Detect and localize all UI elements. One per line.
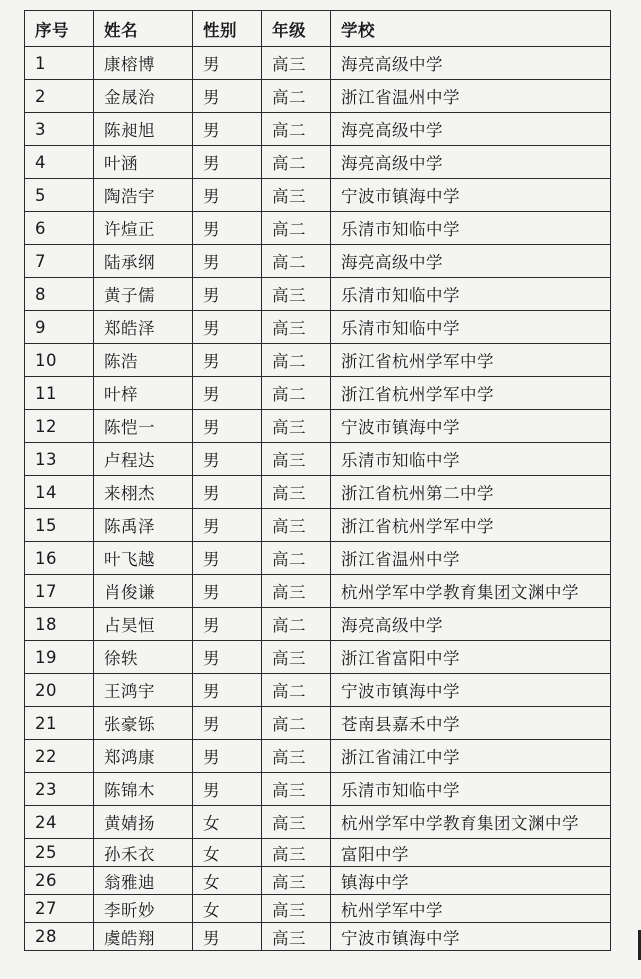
cell-grade: 高三 [262,179,331,212]
cell-school: 宁波市镇海中学 [331,179,611,212]
cell-gender: 男 [193,608,262,641]
cell-name: 郑皓泽 [94,311,193,344]
cell-grade: 高三 [262,641,331,674]
table-row [25,344,611,377]
table-row [25,608,611,641]
table-row [25,113,611,146]
cell-school: 浙江省杭州学军中学 [331,344,611,377]
cell-school: 海亮高级中学 [331,608,611,641]
table-row [25,377,611,410]
cell-name: 孙禾衣 [94,839,193,867]
cell-school: 杭州学军中学教育集团文渊中学 [331,575,611,608]
cell-number: 22 [25,740,94,773]
table-row [25,740,611,773]
cell-gender: 女 [193,839,262,867]
cell-name: 陈浩 [94,344,193,377]
table-row [25,707,611,740]
cell-name: 李昕妙 [94,895,193,923]
cell-gender: 男 [193,113,262,146]
header-name: 姓名 [94,11,193,47]
table-row [25,674,611,707]
cell-number: 4 [25,146,94,179]
cell-grade: 高二 [262,113,331,146]
table-row [25,80,611,113]
cell-school: 浙江省温州中学 [331,80,611,113]
cell-school: 乐清市知临中学 [331,311,611,344]
cell-school: 杭州学军中学教育集团文渊中学 [331,806,611,839]
cell-school: 浙江省杭州第二中学 [331,476,611,509]
cell-gender: 男 [193,80,262,113]
cell-number: 13 [25,443,94,476]
cell-gender: 男 [193,740,262,773]
cell-number: 8 [25,278,94,311]
cell-school: 浙江省富阳中学 [331,641,611,674]
cell-grade: 高三 [262,839,331,867]
cell-name: 陆承纲 [94,245,193,278]
cell-school: 乐清市知临中学 [331,443,611,476]
cell-school: 宁波市镇海中学 [331,674,611,707]
cell-gender: 男 [193,377,262,410]
table-row [25,179,611,212]
cell-grade: 高三 [262,509,331,542]
cell-grade: 高三 [262,773,331,806]
table-row [25,923,611,951]
cell-school: 海亮高级中学 [331,113,611,146]
cell-name: 黄子儒 [94,278,193,311]
cell-school: 宁波市镇海中学 [331,923,611,951]
cell-school: 海亮高级中学 [331,245,611,278]
cell-name: 张豪铄 [94,707,193,740]
cell-gender: 男 [193,674,262,707]
header-number: 序号 [25,11,94,47]
cell-name: 陈禹泽 [94,509,193,542]
table-row [25,806,611,839]
cell-name: 卢程达 [94,443,193,476]
cell-name: 肖俊谦 [94,575,193,608]
cell-number: 21 [25,707,94,740]
cell-gender: 男 [193,212,262,245]
cell-number: 23 [25,773,94,806]
cell-gender: 男 [193,344,262,377]
header-gender: 性别 [193,11,262,47]
table-row [25,641,611,674]
cell-number: 18 [25,608,94,641]
table-row [25,509,611,542]
table-row [25,443,611,476]
cell-number: 25 [25,839,94,867]
table-row [25,410,611,443]
cell-grade: 高二 [262,674,331,707]
cell-gender: 男 [193,707,262,740]
header-school: 学校 [331,11,611,47]
table-row [25,47,611,80]
cell-gender: 男 [193,575,262,608]
cell-name: 陈恺一 [94,410,193,443]
cell-name: 王鸿宇 [94,674,193,707]
cell-number: 26 [25,867,94,895]
cell-gender: 男 [193,773,262,806]
cell-name: 黄婧扬 [94,806,193,839]
table-row [25,575,611,608]
cell-gender: 男 [193,476,262,509]
table-row [25,773,611,806]
cell-grade: 高二 [262,245,331,278]
cell-school: 浙江省浦江中学 [331,740,611,773]
table-row [25,212,611,245]
cell-grade: 高三 [262,895,331,923]
cell-grade: 高二 [262,146,331,179]
cell-grade: 高二 [262,707,331,740]
cell-grade: 高三 [262,867,331,895]
cell-school: 杭州学军中学 [331,895,611,923]
cell-gender: 男 [193,245,262,278]
cell-name: 叶涵 [94,146,193,179]
cell-school: 乐清市知临中学 [331,212,611,245]
cell-number: 28 [25,923,94,951]
table-row [25,839,611,867]
cell-name: 陈锦木 [94,773,193,806]
cell-school: 乐清市知临中学 [331,773,611,806]
cell-school: 乐清市知临中学 [331,278,611,311]
table-row [25,867,611,895]
cell-grade: 高二 [262,377,331,410]
cell-name: 郑鸿康 [94,740,193,773]
cell-name: 康榕博 [94,47,193,80]
cell-gender: 男 [193,641,262,674]
cell-school: 海亮高级中学 [331,146,611,179]
cell-gender: 男 [193,443,262,476]
table-row [25,476,611,509]
cell-grade: 高三 [262,47,331,80]
cell-grade: 高三 [262,923,331,951]
cell-number: 15 [25,509,94,542]
cell-gender: 女 [193,806,262,839]
table-row [25,278,611,311]
cell-name: 翁雅迪 [94,867,193,895]
cell-gender: 女 [193,895,262,923]
table-body [25,47,611,951]
cell-grade: 高三 [262,740,331,773]
table-row [25,895,611,923]
cell-grade: 高二 [262,344,331,377]
cell-gender: 男 [193,410,262,443]
cell-number: 17 [25,575,94,608]
cell-school: 苍南县嘉禾中学 [331,707,611,740]
cell-number: 24 [25,806,94,839]
cell-gender: 男 [193,278,262,311]
header-grade: 年级 [262,11,331,47]
cell-number: 7 [25,245,94,278]
cell-gender: 男 [193,923,262,951]
cell-number: 12 [25,410,94,443]
cell-grade: 高二 [262,212,331,245]
cell-number: 5 [25,179,94,212]
cell-gender: 男 [193,146,262,179]
cell-grade: 高三 [262,311,331,344]
cell-number: 27 [25,895,94,923]
cell-grade: 高二 [262,80,331,113]
cell-school: 浙江省温州中学 [331,542,611,575]
cell-name: 徐轶 [94,641,193,674]
cell-number: 16 [25,542,94,575]
table-row [25,245,611,278]
table-row [25,542,611,575]
cell-name: 叶飞越 [94,542,193,575]
table-header-row [25,11,611,47]
cell-grade: 高二 [262,608,331,641]
cell-grade: 高三 [262,575,331,608]
cell-grade: 高三 [262,410,331,443]
cell-name: 虞皓翔 [94,923,193,951]
table-row [25,146,611,179]
cell-name: 陶浩宇 [94,179,193,212]
cell-gender: 男 [193,179,262,212]
cell-number: 1 [25,47,94,80]
cell-school: 富阳中学 [331,839,611,867]
student-roster-table [24,10,611,951]
table-row [25,311,611,344]
cell-name: 许煊正 [94,212,193,245]
cell-gender: 男 [193,509,262,542]
cell-number: 6 [25,212,94,245]
cell-number: 19 [25,641,94,674]
cell-school: 浙江省杭州学军中学 [331,509,611,542]
cell-name: 陈昶旭 [94,113,193,146]
cell-school: 海亮高级中学 [331,47,611,80]
cell-grade: 高三 [262,806,331,839]
cell-school: 宁波市镇海中学 [331,410,611,443]
cell-grade: 高二 [262,542,331,575]
cell-gender: 男 [193,311,262,344]
cell-number: 11 [25,377,94,410]
cell-name: 金晟治 [94,80,193,113]
cell-number: 9 [25,311,94,344]
cell-grade: 高三 [262,476,331,509]
cell-number: 2 [25,80,94,113]
cell-name: 来栩杰 [94,476,193,509]
cell-grade: 高三 [262,443,331,476]
cell-name: 叶梓 [94,377,193,410]
cell-gender: 男 [193,542,262,575]
cell-gender: 女 [193,867,262,895]
cell-number: 3 [25,113,94,146]
cell-number: 20 [25,674,94,707]
cell-grade: 高三 [262,278,331,311]
cell-number: 10 [25,344,94,377]
cell-school: 镇海中学 [331,867,611,895]
cell-gender: 男 [193,47,262,80]
cell-name: 占昊恒 [94,608,193,641]
cell-number: 14 [25,476,94,509]
cell-school: 浙江省杭州学军中学 [331,377,611,410]
